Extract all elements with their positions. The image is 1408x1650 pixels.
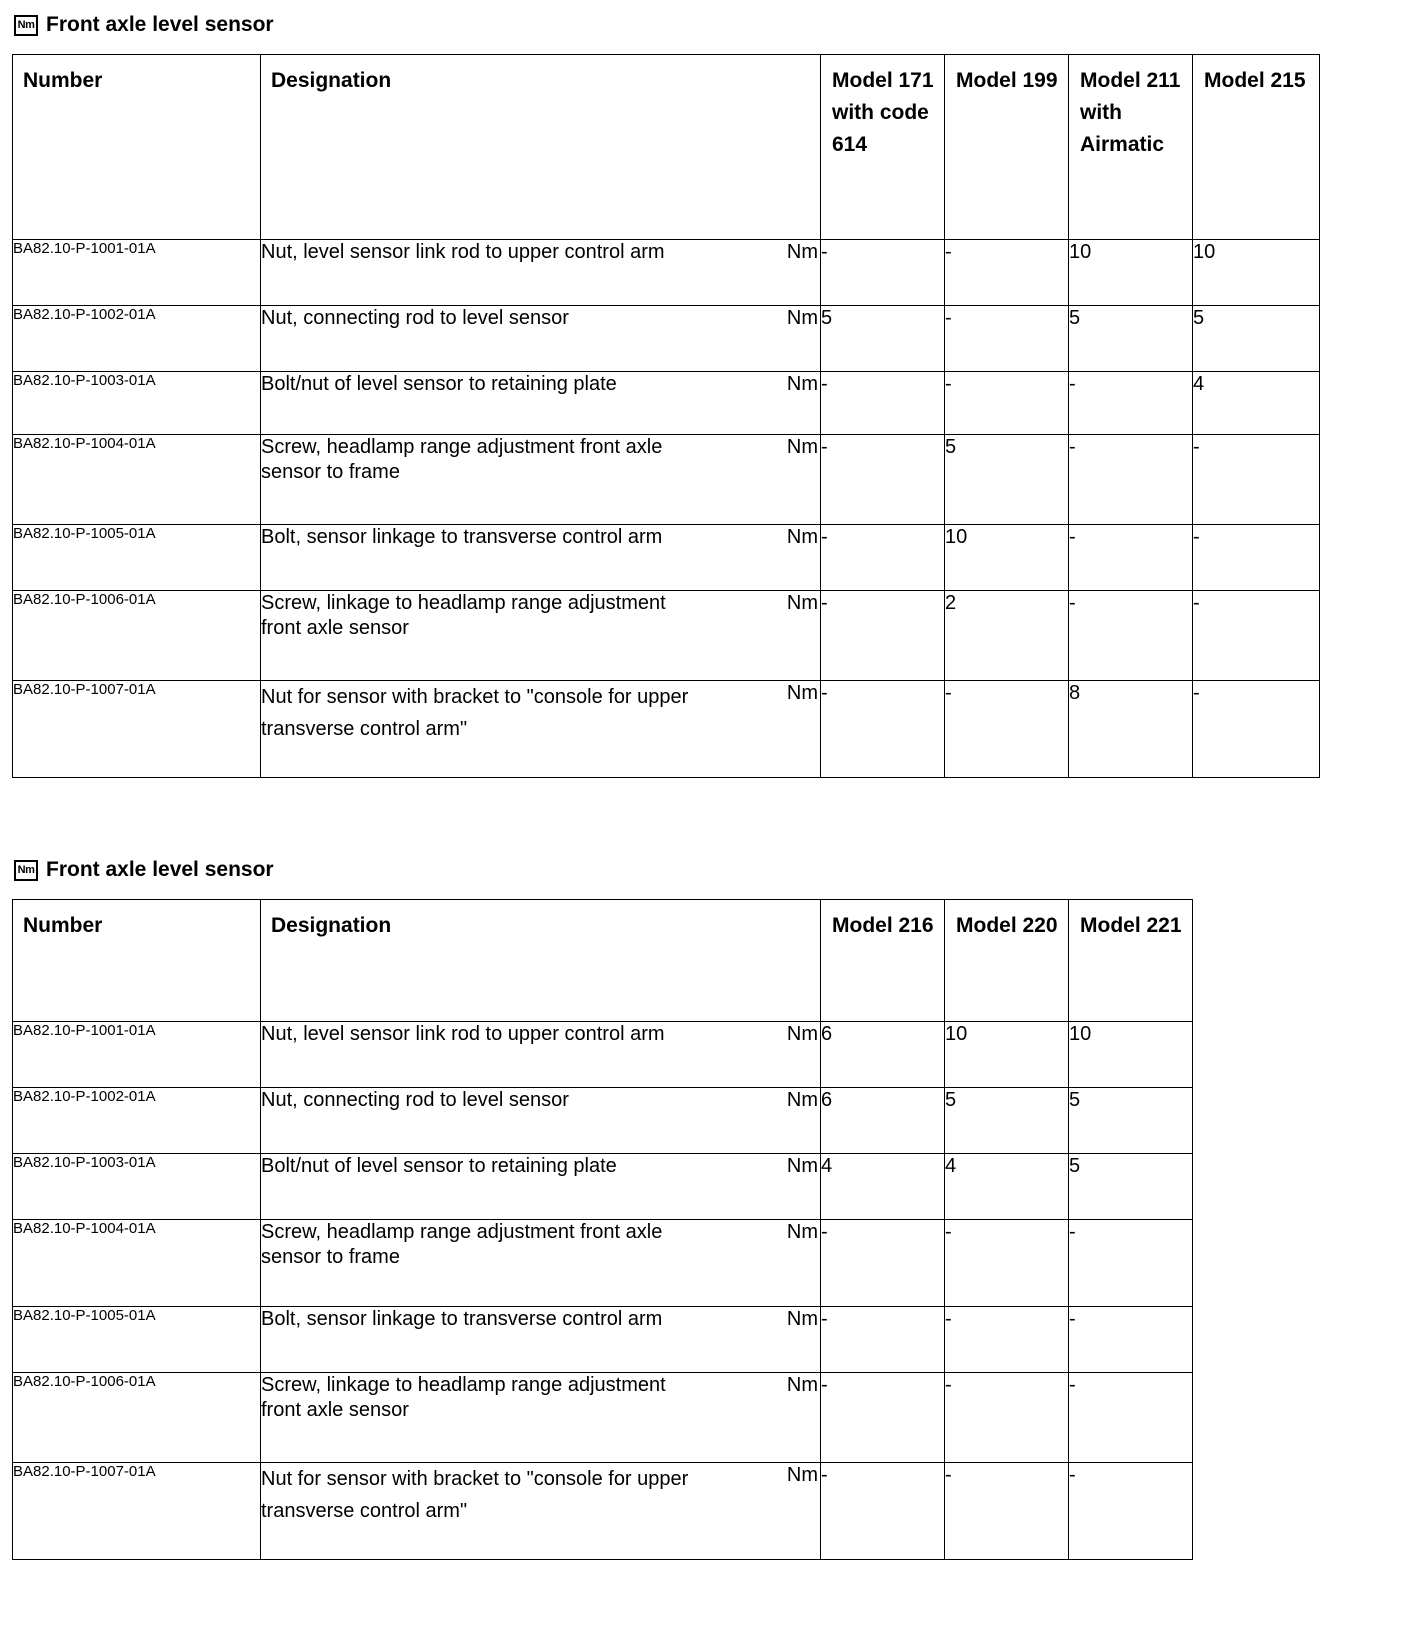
row-value: 10 — [1069, 1022, 1193, 1088]
row-number: BA82.10-P-1002-01A — [13, 306, 261, 372]
header-model: Model 199 — [945, 55, 1069, 240]
row-number: BA82.10-P-1002-01A — [13, 1088, 261, 1154]
header-number: Number — [13, 900, 261, 1022]
table-row — [13, 1088, 1193, 1154]
row-designation — [261, 681, 821, 778]
row-value: - — [821, 525, 945, 591]
row-designation — [261, 1463, 821, 1560]
row-value: - — [945, 372, 1069, 435]
table-row — [13, 1307, 1193, 1373]
row-value: 5 — [1193, 306, 1320, 372]
row-designation — [261, 372, 821, 435]
unit-label: Nm — [786, 1155, 818, 1177]
row-designation — [261, 1088, 821, 1154]
row-value: - — [945, 681, 1069, 778]
row-value: 5 — [1069, 1154, 1193, 1220]
row-value: - — [945, 1307, 1069, 1373]
row-value: 5 — [821, 306, 945, 372]
designation-text: Screw, headlamp range adjustment front axle sensor to frame — [261, 436, 663, 483]
table-row — [13, 681, 1320, 778]
unit-label: Nm — [786, 307, 818, 329]
header-model: Model 215 — [1193, 55, 1320, 240]
unit-label: Nm — [786, 373, 818, 395]
row-number: BA82.10-P-1003-01A — [13, 372, 261, 435]
unit-label: Nm — [786, 241, 818, 263]
row-number: BA82.10-P-1006-01A — [13, 591, 261, 681]
row-designation — [261, 1154, 821, 1220]
row-designation — [261, 525, 821, 591]
torque-table-1 — [12, 54, 1320, 778]
row-number: BA82.10-P-1004-01A — [13, 435, 261, 525]
row-value: 4 — [821, 1154, 945, 1220]
section-title-2 — [14, 857, 274, 883]
row-value: 2 — [945, 591, 1069, 681]
unit-label: Nm — [786, 1308, 818, 1330]
row-value: - — [1193, 591, 1320, 681]
table-row — [13, 525, 1320, 591]
unit-label: Nm — [786, 1089, 818, 1111]
row-designation — [261, 1220, 821, 1307]
designation-text: Screw, linkage to headlamp range adjustment front axle sensor — [261, 592, 666, 639]
header-model: Model 220 — [945, 900, 1069, 1022]
header-model: Model 211 with Airmatic — [1069, 55, 1193, 240]
designation-text: Screw, headlamp range adjustment front axle sensor to frame — [261, 1221, 663, 1268]
row-designation — [261, 306, 821, 372]
row-designation — [261, 435, 821, 525]
row-designation — [261, 240, 821, 306]
row-value: 10 — [1069, 240, 1193, 306]
torque-table-2 — [12, 899, 1193, 1560]
row-value: - — [1069, 1220, 1193, 1307]
row-value: - — [1193, 681, 1320, 778]
unit-label: Nm — [786, 682, 818, 704]
designation-text: Bolt, sensor linkage to transverse control arm — [261, 1308, 663, 1330]
table-row — [13, 591, 1320, 681]
row-value: 5 — [945, 1088, 1069, 1154]
table-header-row — [13, 900, 1193, 1022]
table-row — [13, 1463, 1193, 1560]
row-number: BA82.10-P-1001-01A — [13, 1022, 261, 1088]
designation-text: Bolt/nut of level sensor to retaining plate — [261, 1155, 617, 1177]
row-value: - — [1193, 435, 1320, 525]
designation-text: Nut, connecting rod to level sensor — [261, 1089, 569, 1111]
header-model: Model 221 — [1069, 900, 1193, 1022]
row-number: BA82.10-P-1005-01A — [13, 525, 261, 591]
table-header-row — [13, 55, 1320, 240]
row-number: BA82.10-P-1003-01A — [13, 1154, 261, 1220]
row-value: - — [1069, 1373, 1193, 1463]
designation-text: Bolt/nut of level sensor to retaining plate — [261, 373, 617, 395]
row-value: - — [821, 435, 945, 525]
row-value: - — [945, 1463, 1069, 1560]
section-title-text: Front axle level sensor — [46, 13, 274, 36]
row-designation — [261, 1373, 821, 1463]
table-row — [13, 435, 1320, 525]
row-value: - — [821, 1220, 945, 1307]
row-number: BA82.10-P-1006-01A — [13, 1373, 261, 1463]
unit-label: Nm — [786, 1464, 818, 1486]
header-model: Model 216 — [821, 900, 945, 1022]
torque-nm-icon: Nm — [14, 15, 38, 36]
table-row — [13, 240, 1320, 306]
row-value: - — [945, 1373, 1069, 1463]
row-value: 6 — [821, 1088, 945, 1154]
table-row — [13, 1022, 1193, 1088]
row-value: - — [1069, 591, 1193, 681]
table-row — [13, 1220, 1193, 1307]
designation-text: Nut, connecting rod to level sensor — [261, 307, 569, 329]
row-value: - — [821, 591, 945, 681]
designation-text: Nut, level sensor link rod to upper control arm — [261, 241, 665, 263]
row-value: 8 — [1069, 681, 1193, 778]
unit-label: Nm — [786, 1221, 818, 1243]
row-value: 6 — [821, 1022, 945, 1088]
unit-label: Nm — [786, 526, 818, 548]
row-number: BA82.10-P-1004-01A — [13, 1220, 261, 1307]
designation-text: Bolt, sensor linkage to transverse control arm — [261, 526, 663, 548]
table-row — [13, 1154, 1193, 1220]
header-model: Model 171 with code 614 — [821, 55, 945, 240]
row-value: - — [821, 1463, 945, 1560]
row-value: - — [821, 240, 945, 306]
row-number: BA82.10-P-1007-01A — [13, 1463, 261, 1560]
table-row — [13, 1373, 1193, 1463]
section-title-text: Front axle level sensor — [46, 858, 274, 881]
row-value: 10 — [1193, 240, 1320, 306]
row-value: 5 — [945, 435, 1069, 525]
row-value: 10 — [945, 525, 1069, 591]
torque-nm-icon: Nm — [14, 860, 38, 881]
section-title-1 — [14, 12, 274, 38]
row-value: - — [1069, 525, 1193, 591]
row-value: - — [821, 372, 945, 435]
row-number: BA82.10-P-1007-01A — [13, 681, 261, 778]
row-designation — [261, 1022, 821, 1088]
row-value: - — [1069, 372, 1193, 435]
unit-label: Nm — [786, 436, 818, 458]
table-row — [13, 372, 1320, 435]
row-value: - — [945, 240, 1069, 306]
row-value: - — [945, 306, 1069, 372]
header-designation: Designation — [261, 900, 821, 1022]
row-value: 4 — [945, 1154, 1069, 1220]
designation-text: Screw, linkage to headlamp range adjustment front axle sensor — [261, 1374, 666, 1421]
row-value: - — [1069, 1463, 1193, 1560]
row-designation — [261, 591, 821, 681]
row-value: 10 — [945, 1022, 1069, 1088]
row-value: - — [821, 681, 945, 778]
designation-text: Nut for sensor with bracket to "console for upper transverse control arm" — [261, 686, 689, 740]
unit-label: Nm — [786, 592, 818, 614]
row-value: 5 — [1069, 1088, 1193, 1154]
row-number: BA82.10-P-1005-01A — [13, 1307, 261, 1373]
row-value: - — [1069, 435, 1193, 525]
row-value: 5 — [1069, 306, 1193, 372]
row-value: - — [821, 1307, 945, 1373]
table-row — [13, 306, 1320, 372]
unit-label: Nm — [786, 1023, 818, 1045]
designation-text: Nut, level sensor link rod to upper control arm — [261, 1023, 665, 1045]
row-number: BA82.10-P-1001-01A — [13, 240, 261, 306]
row-value: - — [945, 1220, 1069, 1307]
row-value: - — [1193, 525, 1320, 591]
row-designation — [261, 1307, 821, 1373]
header-number: Number — [13, 55, 261, 240]
row-value: - — [821, 1373, 945, 1463]
unit-label: Nm — [786, 1374, 818, 1396]
row-value: 4 — [1193, 372, 1320, 435]
header-designation: Designation — [261, 55, 821, 240]
designation-text: Nut for sensor with bracket to "console for upper transverse control arm" — [261, 1468, 689, 1522]
row-value: - — [1069, 1307, 1193, 1373]
